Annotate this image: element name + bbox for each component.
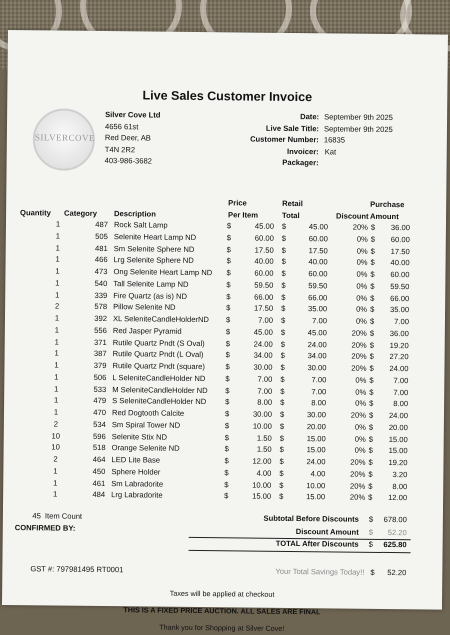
row-quantity: 1 [52, 489, 58, 499]
row-price: 4.00 [256, 468, 272, 478]
row-retail-currency: $ [280, 398, 285, 408]
row-price-currency: $ [224, 409, 230, 419]
row-discount: 0% [356, 246, 368, 256]
row-amount-currency: $ [370, 305, 375, 315]
row-quantity: 1 [54, 325, 60, 335]
row-price-currency: $ [226, 303, 231, 313]
row-retail-currency: $ [281, 292, 286, 302]
row-category: 596 [93, 431, 106, 441]
row-category: 533 [93, 384, 107, 394]
row-description: Sphere Holder [111, 466, 161, 477]
row-amount-currency: $ [370, 293, 375, 303]
row-category: 371 [94, 337, 107, 347]
row-amount-currency: $ [368, 434, 374, 444]
row-quantity: 1 [53, 466, 58, 476]
row-description: Sm Selenite Sphere ND [113, 243, 195, 254]
savings-value: 52.20 [387, 568, 407, 578]
row-description: Rutile Quartz Pndt (S Oval) [112, 337, 205, 348]
row-amount: 7.00 [393, 375, 409, 385]
row-amount: 15.00 [388, 446, 408, 456]
meta-label: Live Sale Title: [265, 123, 320, 133]
row-price-currency: $ [225, 374, 230, 384]
row-quantity: 1 [55, 231, 61, 241]
row-amount: 24.00 [388, 411, 409, 421]
row-price: 7.00 [257, 374, 273, 384]
row-quantity: 1 [54, 360, 59, 370]
row-price: 17.50 [254, 303, 274, 314]
row-price-currency: $ [225, 362, 230, 372]
row-price: 7.00 [258, 315, 274, 325]
row-discount: 0% [355, 375, 367, 385]
row-description: M SeleniteCandleHolder ND [112, 384, 208, 395]
col-price: Price [228, 198, 247, 208]
row-discount: 20% [350, 457, 366, 467]
total-currency: $ [368, 514, 374, 524]
row-amount: 7.00 [393, 387, 409, 397]
row-retail: 30.00 [306, 410, 327, 420]
row-discount: 20% [351, 328, 367, 338]
row-quantity: 1 [54, 337, 59, 347]
row-price-currency: $ [224, 479, 229, 489]
row-quantity: 1 [55, 290, 60, 300]
row-amount-currency: $ [369, 352, 374, 362]
row-retail-currency: $ [279, 421, 285, 431]
row-category: 484 [92, 490, 106, 500]
row-discount: 0% [355, 387, 367, 397]
row-discount: 0% [356, 293, 368, 303]
row-amount-currency: $ [369, 375, 374, 385]
row-price: 59.50 [254, 280, 274, 290]
row-category: 534 [93, 419, 106, 429]
row-amount-currency: $ [370, 258, 375, 268]
meta-value: September 9th 2025 [324, 112, 393, 123]
row-description: Orange Selenite ND [111, 443, 180, 454]
footer-line: THIS IS A FIXED PRICE AUCTION. ALL SALES ARE FINAL [123, 605, 321, 617]
row-amount: 15.00 [388, 434, 408, 444]
col-purchase-sub: Amount [370, 211, 399, 222]
row-amount: 19.20 [388, 458, 408, 468]
row-retail: 35.00 [308, 304, 328, 314]
row-category: 479 [93, 396, 107, 406]
row-quantity: 1 [54, 372, 59, 382]
row-amount: 17.50 [390, 246, 410, 256]
row-retail-currency: $ [279, 468, 284, 478]
row-retail: 24.00 [307, 339, 327, 349]
row-price: 30.00 [253, 362, 273, 372]
row-retail: 4.00 [310, 468, 326, 479]
row-price: 24.00 [253, 339, 273, 349]
item-count: 45 [32, 511, 41, 521]
row-category: 578 [94, 302, 108, 312]
row-amount: 60.00 [390, 270, 410, 280]
row-retail: 7.00 [311, 374, 327, 385]
row-price-currency: $ [226, 244, 231, 254]
row-retail-currency: $ [280, 362, 285, 372]
row-amount: 40.00 [390, 258, 410, 268]
company-line: Red Deer, AB [104, 133, 151, 143]
row-retail-currency: $ [281, 245, 286, 255]
row-quantity: 1 [54, 313, 60, 323]
gst-number: GST #: 797981495 RT0001 [30, 564, 124, 575]
row-retail: 24.00 [306, 457, 326, 467]
row-price-currency: $ [226, 268, 231, 278]
row-amount: 59.50 [390, 281, 410, 291]
row-price-currency: $ [225, 397, 230, 407]
row-price-currency: $ [226, 256, 231, 266]
row-retail: 34.00 [307, 351, 327, 361]
row-amount-currency: $ [369, 363, 374, 373]
row-description: Selenite Stix ND [111, 431, 168, 442]
row-amount-currency: $ [370, 281, 375, 291]
col-quantity: Quantity [20, 208, 51, 218]
company-line: 4656 61st [104, 121, 139, 131]
row-amount: 8.00 [392, 481, 408, 491]
row-retail-currency: $ [281, 268, 286, 278]
row-amount-currency: $ [368, 457, 373, 467]
company-line: Silver Cove Ltd [105, 110, 161, 120]
row-description: Rock Salt Lamp [113, 220, 168, 230]
row-price: 60.00 [254, 268, 274, 278]
row-description: Rutile Quartz Pndt (square) [112, 361, 205, 372]
row-retail-currency: $ [280, 351, 285, 361]
row-retail-currency: $ [281, 257, 286, 267]
total-value: 625.80 [383, 539, 407, 550]
row-quantity: 10 [51, 442, 60, 452]
row-amount-currency: $ [370, 269, 375, 279]
row-retail: 60.00 [308, 233, 328, 244]
row-quantity: 1 [53, 407, 59, 417]
row-category: 464 [92, 454, 106, 465]
row-price: 66.00 [254, 292, 274, 302]
row-amount: 3.20 [392, 469, 408, 479]
row-quantity: 2 [54, 301, 60, 311]
col-price-sub: Per Item [228, 210, 259, 220]
row-price: 45.00 [253, 327, 273, 337]
row-amount: 24.00 [389, 364, 409, 374]
row-price: 17.50 [254, 245, 274, 255]
row-retail: 30.00 [307, 363, 327, 373]
confirmed-by-label: CONFIRMED BY: [14, 523, 76, 533]
total-label: Discount Amount [295, 526, 359, 537]
row-amount-currency: $ [368, 469, 373, 479]
col-category: Category [64, 208, 98, 218]
row-category: 556 [94, 325, 107, 335]
row-price: 45.00 [254, 221, 275, 231]
row-quantity: 1 [55, 219, 61, 229]
meta-value: September 9th 2025 [323, 123, 393, 134]
row-discount: 0% [355, 398, 367, 409]
row-discount: 20% [349, 481, 366, 491]
row-description: XL SeleniteCandleHolderND [112, 314, 209, 325]
row-amount-currency: $ [369, 387, 374, 397]
row-price: 30.00 [252, 409, 273, 419]
meta-value: 16835 [323, 135, 346, 145]
row-retail-currency: $ [279, 456, 284, 466]
row-category: 505 [95, 231, 108, 241]
row-amount: 66.00 [390, 293, 410, 303]
row-price: 34.00 [253, 350, 273, 361]
footer-line: Taxes will be applied at checkout [169, 588, 275, 599]
row-price: 60.00 [254, 233, 274, 243]
row-retail: 15.00 [306, 445, 326, 455]
row-retail-currency: $ [279, 433, 285, 443]
row-price-currency: $ [225, 385, 230, 395]
silver-cove-logo [33, 108, 96, 171]
row-retail-currency: $ [280, 315, 286, 325]
row-description: Rutile Quartz Pndt (L Oval) [112, 349, 204, 360]
row-description: Red Dogtooth Calcite [111, 408, 185, 418]
total-currency: $ [368, 539, 373, 549]
meta-label: Invoicer: [287, 146, 319, 156]
row-retail-currency: $ [280, 386, 285, 396]
row-amount-currency: $ [369, 328, 375, 338]
row-description: Red Jasper Pyramid [112, 325, 182, 336]
row-retail-currency: $ [279, 480, 284, 490]
row-retail-currency: $ [281, 280, 286, 290]
row-retail-currency: $ [279, 492, 284, 502]
savings-label: Your Total Savings Today!! [275, 566, 365, 577]
row-category: 450 [92, 466, 106, 476]
row-amount: 36.00 [390, 223, 410, 233]
row-amount: 19.20 [389, 340, 409, 350]
row-category: 461 [92, 478, 106, 488]
row-retail: 45.00 [307, 327, 327, 338]
col-purchase: Purchase [370, 199, 405, 210]
row-quantity: 1 [55, 278, 60, 288]
row-discount: 0% [356, 304, 368, 315]
row-retail: 10.00 [306, 480, 326, 490]
row-amount-currency: $ [368, 493, 373, 503]
row-price-currency: $ [224, 432, 230, 442]
row-retail: 20.00 [306, 421, 326, 432]
row-amount-currency: $ [368, 446, 373, 456]
row-amount: 20.00 [388, 422, 408, 432]
row-retail: 59.50 [308, 280, 328, 291]
row-price: 40.00 [254, 256, 274, 267]
row-price-currency: $ [225, 338, 231, 348]
meta-label: Customer Number: [250, 134, 319, 145]
row-retail-currency: $ [281, 221, 287, 231]
total-rule-bottom [189, 550, 411, 553]
row-price: 12.00 [252, 456, 272, 466]
row-retail: 45.00 [308, 222, 329, 232]
row-description: Sm Labradorite [111, 478, 164, 489]
total-label: TOTAL After Discounts [275, 538, 359, 549]
row-price-currency: $ [226, 291, 231, 301]
row-quantity: 1 [54, 384, 59, 394]
meta-label: Date: [300, 112, 320, 122]
row-category: 481 [95, 243, 108, 253]
invoice-paper [2, 30, 448, 633]
row-amount-currency: $ [369, 399, 374, 409]
row-quantity: 1 [53, 477, 58, 488]
savings-currency: $ [370, 567, 375, 577]
row-discount: 0% [356, 269, 368, 279]
row-amount-currency: $ [370, 222, 376, 232]
row-discount: 20% [350, 469, 366, 479]
row-category: 392 [94, 313, 108, 324]
row-price-currency: $ [226, 280, 231, 290]
row-category: 540 [94, 278, 108, 288]
row-discount: 20% [349, 492, 366, 503]
row-category: 466 [94, 255, 108, 265]
row-discount: 0% [354, 434, 366, 444]
row-retail: 17.50 [308, 245, 328, 255]
col-retail-sub: Total [282, 210, 300, 221]
row-price: 15.00 [252, 491, 272, 502]
row-quantity: 1 [54, 348, 59, 358]
row-retail-currency: $ [280, 374, 285, 384]
row-quantity: 1 [53, 395, 59, 405]
footer-line: Thank you for Shopping at Silver Cove! [159, 622, 285, 633]
row-description: Selenite Heart Lamp ND [113, 231, 197, 242]
total-value: 52.20 [387, 527, 407, 537]
row-description: Pillow Selenite ND [113, 302, 176, 313]
col-discount: Discount [336, 211, 369, 221]
row-amount-currency: $ [368, 481, 373, 491]
row-retail: 40.00 [308, 257, 328, 267]
row-discount: 20% [351, 340, 367, 350]
row-category: 339 [94, 290, 108, 300]
row-price-currency: $ [225, 327, 231, 337]
row-price: 1.50 [256, 433, 272, 443]
row-description: Fire Quartz (as is) ND [113, 290, 188, 301]
row-description: Sm Spiral Tower ND [111, 419, 181, 430]
meta-label: Packager: [282, 157, 319, 168]
row-amount: 36.00 [389, 328, 409, 338]
row-quantity: 10 [51, 430, 61, 441]
row-description: LED Lite Base [111, 455, 161, 465]
row-description: S SeleniteCandleHolder ND [112, 396, 207, 407]
row-retail: 8.00 [311, 398, 327, 408]
row-category: 387 [93, 349, 107, 359]
row-price-currency: $ [224, 444, 229, 454]
total-currency: $ [368, 527, 374, 537]
total-value: 678.00 [383, 514, 407, 525]
row-discount: 0% [356, 234, 368, 244]
col-retail: Retail [282, 198, 303, 209]
row-amount-currency: $ [370, 234, 376, 244]
row-retail: 60.00 [308, 269, 328, 279]
meta-value: Kat [324, 146, 337, 156]
row-discount: 0% [356, 281, 368, 291]
row-price: 7.00 [257, 386, 273, 396]
row-discount: 20% [351, 351, 367, 362]
row-price-currency: $ [224, 421, 230, 431]
row-retail-currency: $ [279, 445, 284, 455]
row-description: Tall Selenite Lamp ND [113, 278, 189, 289]
col-description: Description [114, 209, 156, 219]
row-retail: 66.00 [308, 292, 328, 302]
row-discount: 0% [355, 316, 368, 326]
row-description: Lrg Labradorite [111, 490, 163, 500]
row-description: Lrg Selenite Sphere ND [113, 255, 194, 266]
row-price-currency: $ [226, 221, 232, 231]
invoice-title: Live Sales Customer Invoice [142, 88, 313, 105]
row-amount: 35.00 [390, 305, 410, 315]
row-price-currency: $ [225, 315, 231, 325]
row-amount-currency: $ [369, 340, 375, 350]
row-amount-currency: $ [370, 246, 375, 256]
row-retail-currency: $ [280, 327, 286, 337]
row-discount: 20% [350, 410, 367, 420]
row-amount: 8.00 [393, 399, 409, 409]
row-price-currency: $ [224, 468, 229, 478]
row-description: Ong Selenite Heart Lamp ND [113, 267, 213, 278]
row-category: 487 [95, 219, 109, 230]
row-quantity: 1 [55, 243, 60, 253]
row-price: 10.00 [252, 480, 272, 490]
row-amount-currency: $ [368, 422, 374, 432]
row-price-currency: $ [226, 233, 232, 243]
row-price-currency: $ [225, 350, 230, 360]
row-quantity: 1 [55, 254, 60, 264]
row-retail: 7.00 [312, 316, 328, 326]
row-price-currency: $ [224, 491, 229, 501]
row-retail: 15.00 [306, 492, 326, 502]
row-quantity: 2 [53, 419, 59, 429]
row-discount: 20% [351, 363, 367, 373]
row-amount: 12.00 [388, 493, 408, 503]
item-count-label: Item Count [44, 511, 83, 521]
row-price: 8.00 [257, 397, 273, 408]
row-discount: 0% [354, 445, 366, 456]
row-price-currency: $ [224, 456, 229, 466]
row-amount-currency: $ [368, 410, 374, 420]
company-line: T4N 2R2 [104, 144, 136, 154]
row-category: 518 [92, 443, 106, 453]
company-line: 403-986-3682 [104, 156, 152, 166]
row-retail: 15.00 [306, 433, 326, 443]
row-retail-currency: $ [280, 339, 286, 349]
row-price: 1.50 [256, 444, 272, 455]
row-price: 10.00 [252, 421, 272, 431]
row-quantity: 1 [55, 266, 60, 276]
row-category: 379 [93, 360, 107, 371]
row-amount: 27.20 [389, 352, 409, 362]
row-retail-currency: $ [279, 409, 285, 419]
row-retail-currency: $ [281, 304, 286, 314]
row-category: 473 [94, 266, 108, 277]
row-discount: 0% [356, 257, 368, 268]
row-amount: 60.00 [390, 234, 410, 244]
row-amount-currency: $ [369, 316, 375, 326]
total-label: Subtotal Before Discounts [263, 513, 359, 524]
row-category: 506 [93, 372, 107, 382]
row-discount: 0% [354, 422, 366, 432]
row-discount: 20% [352, 222, 369, 232]
row-retail: 7.00 [311, 386, 327, 396]
row-amount: 7.00 [394, 317, 410, 327]
logo-text: SILVERCOVE [34, 132, 96, 143]
row-category: 470 [93, 407, 107, 418]
row-retail-currency: $ [281, 233, 287, 243]
row-quantity: 2 [53, 454, 58, 464]
row-description: L SeleniteCandleHolder ND [112, 372, 206, 383]
